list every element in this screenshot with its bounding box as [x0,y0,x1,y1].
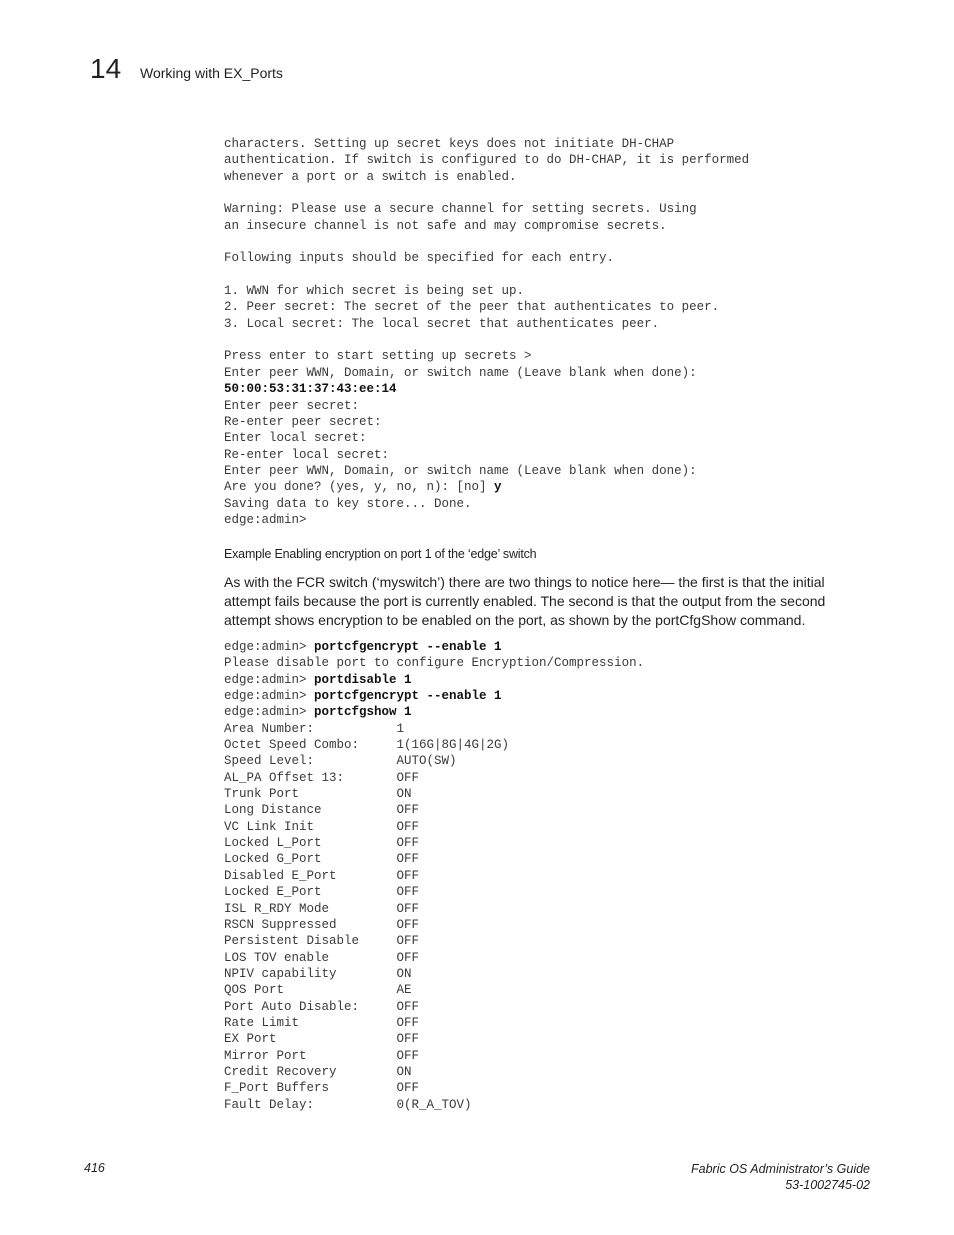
paragraph-text-end: command. [736,612,806,628]
code-line: Are you done? (yes, y, no, n): [no] y [224,480,502,495]
port-config-row: VC Link Init OFF [224,819,420,834]
code-line: Press enter to start setting up secrets > [224,349,532,364]
port-config-row: Long Distance OFF [224,803,420,818]
example-heading: Example Enabling encryption on port 1 of the ‘edge’ switch [224,547,537,561]
code-block-portcfg [224,639,644,1113]
code-line: edge:admin> portcfgshow 1 [224,705,412,720]
doc-number: 53-1002745-02 [785,1178,870,1192]
command-text: portcfgshow 1 [314,705,412,720]
code-line: Please disable port to configure Encryption/Compression. [224,656,645,671]
command-text: portdisable 1 [314,672,412,687]
code-line [224,381,749,397]
book-title: Fabric OS Administrator’s Guide [691,1162,870,1176]
chapter-number: 14 [90,53,122,84]
code-line: Warning: Please use a secure channel for setting secrets. Using [224,202,697,217]
port-config-row: Trunk Port ON [224,787,412,802]
port-config-row: F_Port Buffers OFF [224,1081,420,1096]
port-config-row: Fault Delay: 0(R_A_TOV) [224,1097,472,1112]
command-text: portcfgencrypt --enable 1 [314,640,502,654]
code-line: Following inputs should be specified for each entry. [224,251,615,266]
code-line: Re-enter peer secret: [224,414,382,429]
command-name: portCfgShow [655,612,737,628]
port-config-row: Speed Level: AUTO(SW) [224,754,457,769]
user-input-wwn: 50:00:53:31:37:43:ee:14 [224,382,397,397]
port-config-row: Locked E_Port OFF [224,885,420,900]
paragraph-text: As with the FCR switch (‘myswitch’) there are two things to notice here— the first is that the initial attempt fails because the port is currently enabled. The second is that the output from the second attempt shows encryption to be enabled on the port, as shown by the [224,574,826,628]
code-line: edge:admin> portcfgencrypt --enable 1 [224,689,502,704]
port-config-row: EX Port OFF [224,1032,420,1047]
port-config-row: Rate Limit OFF [224,1015,420,1030]
code-line: 1. WWN for which secret is being set up. [224,284,525,299]
code-line [224,234,749,250]
port-config-row: RSCN Suppressed OFF [224,917,420,932]
command-text: portcfgencrypt --enable 1 [314,689,502,704]
code-line: 2. Peer secret: The secret of the peer that authenticates to peer. [224,300,720,315]
code-line: characters. Setting up secret keys does not initiate DH-CHAP [224,137,675,151]
port-config-row: Locked G_Port OFF [224,852,420,867]
port-config-row: Persistent Disable OFF [224,934,420,949]
code-line: authentication. If switch is configured to do DH-CHAP, it is performed [224,153,750,168]
port-config-row: Mirror Port OFF [224,1048,420,1063]
user-input-done: y [494,480,502,495]
port-config-row: AL_PA Offset 13: OFF [224,770,420,785]
code-line [224,332,749,348]
port-config-row: Credit Recovery ON [224,1064,412,1079]
code-line: 3. Local secret: The local secret that authenticates peer. [224,316,660,331]
chapter-title: Working with EX_Ports [140,65,283,81]
port-config-row: Octet Speed Combo: 1(16G|8G|4G|2G) [224,738,510,753]
code-line: Enter peer WWN, Domain, or switch name (Leave blank when done): [224,365,697,380]
code-line: Enter peer WWN, Domain, or switch name (Leave blank when done): [224,463,697,478]
port-config-row: QOS Port AE [224,983,412,998]
page-number: 416 [84,1161,105,1175]
code-line: edge:admin> portcfgencrypt --enable 1 [224,640,502,654]
port-config-row: ISL R_RDY Mode OFF [224,901,420,916]
code-line: Saving data to key store... Done. [224,496,472,511]
body-paragraph [224,573,874,630]
port-config-row: Locked L_Port OFF [224,836,420,851]
code-line [224,267,749,283]
footer-doc-info [691,1161,870,1193]
code-line: edge:admin> portdisable 1 [224,672,412,687]
port-config-row: NPIV capability ON [224,966,412,981]
port-config-row: Area Number: 1 [224,721,405,736]
code-line: Re-enter local secret: [224,447,390,462]
code-line [224,185,749,201]
code-line: Enter peer secret: [224,398,360,413]
code-line: an insecure channel is not safe and may compromise secrets. [224,218,667,233]
port-config-row: Disabled E_Port OFF [224,868,420,883]
port-config-row: LOS TOV enable OFF [224,950,420,965]
code-line: Enter local secret: [224,431,367,446]
code-block-secrets [224,136,749,528]
code-line: whenever a port or a switch is enabled. [224,169,517,184]
port-config-row: Port Auto Disable: OFF [224,999,420,1014]
code-line: edge:admin> [224,512,307,527]
